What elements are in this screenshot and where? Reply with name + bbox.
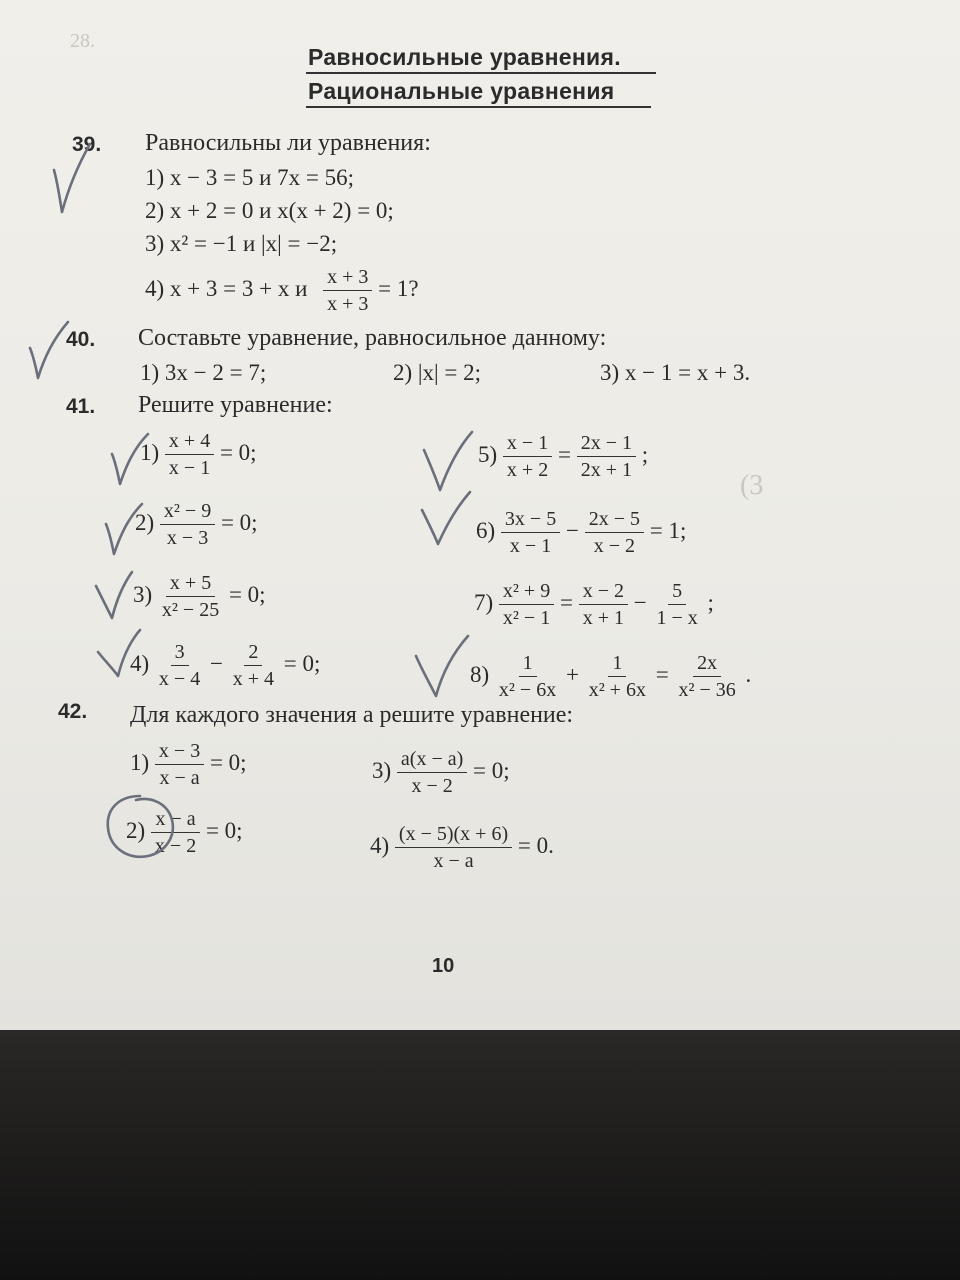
numerator: x + 5 (166, 572, 215, 597)
denominator: x − 2 (154, 835, 197, 857)
handwritten-checkmark-icon (92, 568, 136, 624)
numerator: (x − 5)(x + 6) (395, 823, 512, 848)
handwritten-checkmark-icon (102, 500, 146, 558)
handwritten-checkmark-icon (50, 140, 100, 220)
task-41-item-1 (140, 430, 257, 479)
task-42-item-3 (372, 748, 510, 797)
item-rhs: = 0; (205, 817, 243, 843)
numerator: x − a (151, 808, 199, 833)
handwritten-checkmark-icon (94, 626, 144, 682)
task-41-item-8 (470, 652, 751, 701)
handwritten-checkmark-icon (420, 428, 476, 496)
denominator: x − 2 (411, 775, 453, 797)
item-label: 7) (474, 589, 494, 615)
task-40-item-2: 2) |x| = 2; (393, 360, 481, 385)
denominator: 2x + 1 (580, 459, 632, 481)
operator: + (565, 661, 579, 687)
item-label: 5) (478, 441, 498, 467)
numerator: 3x − 5 (501, 508, 560, 533)
task-41-item-5 (478, 432, 648, 481)
show-through-text: (3 (740, 470, 764, 501)
denominator: x² − 36 (678, 679, 736, 701)
denominator: x² − 25 (161, 599, 220, 621)
denominator: x − 4 (158, 668, 201, 690)
denominator: x² − 1 (502, 607, 551, 629)
task-39-item-1: 1) x − 3 = 5 и 7x = 56; (145, 165, 355, 190)
fraction (499, 580, 554, 629)
item-rhs: = 0; (473, 757, 510, 783)
task-39-item-2: 2) x + 2 = 0 и x(x + 2) = 0; (145, 198, 394, 223)
task-40-text: Составьте уравнение, равносильное данному: (138, 325, 607, 351)
item-label: 6) (476, 517, 496, 543)
denominator: x − 3 (166, 527, 209, 549)
item-rhs: . (745, 661, 752, 687)
denominator: x − 1 (509, 535, 552, 557)
task-41-item-3 (133, 572, 266, 621)
denominator: x − a (433, 850, 474, 872)
item-rhs: = 0; (220, 509, 258, 535)
numerator: x + 4 (165, 430, 214, 455)
item-label: 4) (130, 650, 150, 676)
numerator: 5 (668, 580, 686, 605)
task-41-item-4 (130, 641, 320, 690)
task-40-item-3: 3) x − 1 = x + 3. (600, 360, 751, 385)
item-rhs: = 0; (283, 650, 321, 676)
numerator: x + 3 (323, 266, 372, 291)
fraction (501, 508, 560, 557)
fraction (160, 500, 215, 549)
task-40-number: 40. (66, 328, 96, 351)
operator: = (557, 441, 571, 467)
fraction (579, 580, 628, 629)
operator: = (655, 661, 669, 687)
numerator: 2x (693, 652, 721, 677)
handwritten-checkmark-icon (26, 318, 72, 382)
denominator: x − 2 (593, 535, 635, 557)
task-39-item-4-rhs: = 1? (378, 275, 419, 301)
item-label: 3) (372, 757, 392, 783)
fraction (323, 266, 372, 315)
operator: − (633, 589, 647, 615)
fraction (229, 641, 278, 690)
page-number: 10 (432, 955, 455, 977)
denominator: x + 2 (506, 459, 549, 481)
item-rhs: = 1; (649, 517, 687, 543)
numerator: 2x − 1 (577, 432, 636, 457)
item-label: 2) (135, 509, 155, 535)
denominator: x + 1 (582, 607, 624, 629)
item-rhs: = 0; (228, 581, 266, 607)
handwritten-circle-icon (100, 790, 180, 864)
header-line-2: Рациональные уравнения (308, 78, 615, 104)
item-rhs: = 0; (209, 749, 247, 775)
numerator: x² + 9 (499, 580, 554, 605)
task-42-item-4 (370, 823, 554, 872)
numerator: 1 (608, 652, 626, 677)
task-41-item-7 (474, 580, 714, 629)
fraction (503, 432, 552, 481)
denominator: x² + 6x (588, 679, 646, 701)
numerator: x − 1 (503, 432, 552, 457)
item-label: 8) (470, 661, 490, 687)
task-42-item-1 (130, 740, 247, 789)
task-39-item-4-lhs: 4) x + 3 = 3 + x и (145, 275, 308, 301)
task-39-number: 39. (72, 133, 102, 156)
task-39-text: Равносильны ли уравнения: (145, 130, 431, 156)
fraction (495, 652, 560, 701)
task-41-text: Решите уравнение: (138, 392, 333, 418)
handwritten-checkmark-icon (412, 632, 472, 702)
denominator: x − 1 (168, 457, 211, 479)
task-42-number: 42. (58, 700, 88, 723)
item-rhs: = 0. (517, 832, 554, 858)
operator: = (559, 589, 573, 615)
task-39-item-4 (145, 266, 419, 315)
show-through-text: 28. (70, 30, 95, 52)
task-41-item-6 (476, 508, 686, 557)
operator: − (209, 650, 223, 676)
item-rhs: ; (641, 441, 649, 467)
header-underline (306, 106, 651, 108)
header-line-1: Равносильные уравнения. (308, 44, 621, 70)
item-rhs: ; (707, 589, 714, 615)
denominator: 1 − x (656, 607, 698, 629)
header-underline (306, 72, 656, 74)
numerator: 3 (171, 641, 189, 666)
task-41-item-2 (135, 500, 258, 549)
fraction (395, 823, 512, 872)
numerator: x − 3 (155, 740, 204, 765)
fraction (652, 580, 701, 629)
fraction (158, 572, 223, 621)
handwritten-checkmark-icon (108, 430, 152, 488)
item-label: 1) (130, 749, 150, 775)
numerator: 1 (519, 652, 537, 677)
item-label: 3) (133, 581, 153, 607)
numerator: x − 2 (579, 580, 628, 605)
numerator: x² − 9 (160, 500, 215, 525)
item-label: 4) (370, 832, 390, 858)
background-surface (0, 1030, 960, 1280)
denominator: x + 4 (232, 668, 274, 690)
fraction (585, 508, 644, 557)
fraction (674, 652, 739, 701)
fraction (155, 641, 204, 690)
task-40-item-1: 1) 3x − 2 = 7; (140, 360, 267, 385)
item-rhs: = 0; (219, 439, 257, 465)
numerator: 2 (244, 641, 262, 666)
task-39-item-3: 3) x² = −1 и |x| = −2; (145, 231, 338, 256)
denominator: x + 3 (327, 293, 369, 315)
handwritten-checkmark-icon (418, 488, 474, 550)
item-label: 1) (140, 439, 160, 465)
denominator: x − a (159, 767, 200, 789)
fraction (155, 740, 204, 789)
task-41-number: 41. (66, 395, 96, 418)
item-label: 2) (126, 817, 146, 843)
numerator: a(x − a) (397, 748, 467, 773)
task-42-text: Для каждого значения a решите уравнение: (130, 702, 574, 728)
fraction (165, 430, 214, 479)
fraction (577, 432, 636, 481)
fraction (585, 652, 650, 701)
operator: − (565, 517, 579, 543)
denominator: x² − 6x (498, 679, 557, 701)
fraction (397, 748, 467, 797)
numerator: 2x − 5 (585, 508, 644, 533)
